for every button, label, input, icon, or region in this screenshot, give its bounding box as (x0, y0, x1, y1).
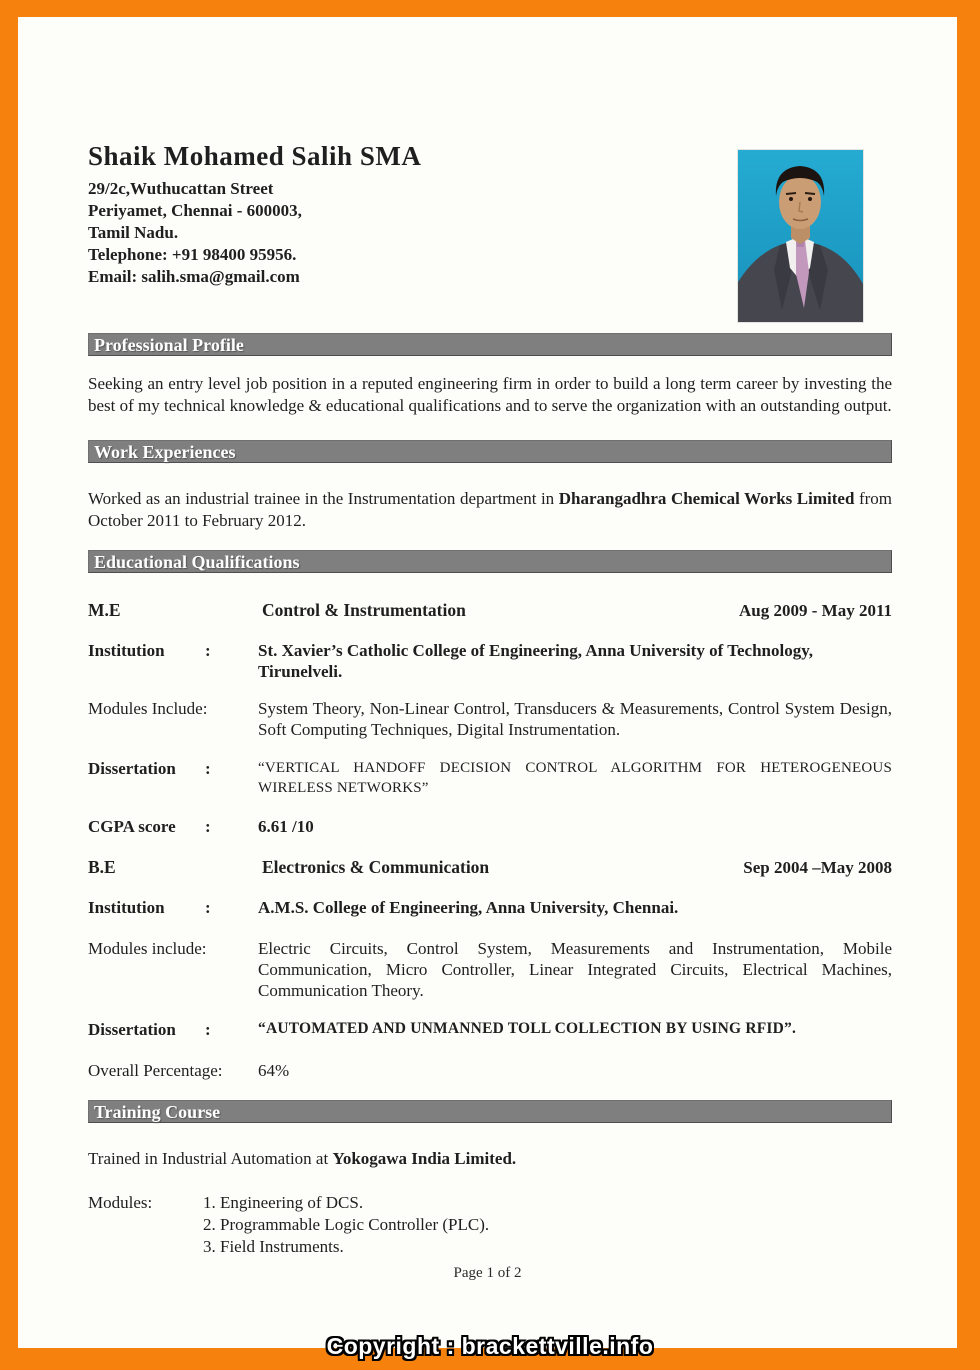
me-cgpa-colon: : (205, 817, 211, 836)
work-text-prefix: Worked as an industrial trainee in the Instrumentation department in (88, 489, 559, 508)
training-module-item: 2. Programmable Logic Controller (PLC). (203, 1215, 490, 1234)
me-cgpa-value: 6.61 /10 (258, 817, 314, 836)
section-header-work-experiences: Work Experiences (88, 440, 892, 463)
be-dissertation-colon: : (205, 1020, 211, 1039)
section-header-training-course: Training Course (88, 1100, 892, 1123)
me-modules-value: System Theory, Non-Linear Control, Transducers & Measurements, Control System Design, Soft Computing Techniques, Digital Instrumentation. (258, 699, 892, 739)
education-block (88, 600, 892, 1099)
applicant-photo (738, 150, 863, 322)
be-modules-label: Modules include: (88, 939, 207, 958)
training-module-item: 1. Engineering of DCS. (203, 1193, 364, 1212)
me-degree: M.E (88, 600, 121, 620)
be-dissertation-row (88, 1019, 892, 1040)
me-institution-value: St. Xavier’s Catholic College of Engineering, Anna University of Technology, Tirunelveli. (258, 641, 814, 681)
be-institution-colon: : (205, 898, 211, 917)
me-institution-row (88, 640, 892, 682)
section-header-professional-profile: Professional Profile (88, 333, 892, 356)
address-line-state: Tamil Nadu. (88, 223, 179, 242)
be-percentage-value: 64% (258, 1061, 290, 1080)
be-field: Electronics & Communication (262, 857, 490, 877)
me-dissertation-colon: : (205, 759, 211, 778)
me-modules-row (88, 698, 892, 740)
training-modules-list (203, 1192, 892, 1258)
training-module-item: 3. Field Instruments. (203, 1237, 344, 1256)
training-intro (88, 1148, 892, 1170)
be-institution-label: Institution (88, 898, 165, 917)
me-cgpa-label: CGPA score (88, 817, 176, 836)
page-number: Page 1 of 2 (453, 1265, 522, 1281)
be-dates: Sep 2004 –May 2008 (743, 858, 892, 877)
training-modules-label: Modules: (88, 1193, 153, 1212)
resume-paper (18, 17, 957, 1348)
training-company: Yokogawa India Limited. (332, 1149, 517, 1168)
address-line-street: 29/2c,Wuthucattan Street (88, 179, 274, 198)
be-modules-value: Electric Circuits, Control System, Measurements and Instrumentation, Mobile Communication, Micro Controller, Linear Integrated Circuits, Electrical Machines, Communication Theory. (258, 939, 892, 1000)
work-company: Dharangadhra Chemical Works Limited (558, 489, 855, 508)
footer-copyright: Copyright : brackettville.info (326, 1333, 654, 1359)
education-entry-me-header (88, 600, 892, 621)
section-header-educational-qualifications: Educational Qualifications (88, 550, 892, 573)
be-degree: B.E (88, 857, 116, 877)
training-modules (88, 1192, 892, 1258)
work-experience-text (88, 488, 892, 532)
be-percentage-label: Overall Percentage: (88, 1061, 223, 1080)
address-line-city: Periyamet, Chennai - 600003, (88, 201, 302, 220)
be-institution-row (88, 897, 892, 918)
me-dates: Aug 2009 - May 2011 (739, 601, 892, 620)
education-entry-be-header (88, 857, 892, 878)
me-institution-label: Institution (88, 641, 165, 660)
professional-profile-text: Seeking an entry level job position in a reputed engineering firm in order to build a long term career by investing the best of my technical knowledge & educational qualifications and to serve the organization with an outstanding output. (88, 374, 892, 415)
me-institution-colon: : (205, 641, 211, 660)
me-modules-label: Modules Include: (88, 699, 208, 718)
be-dissertation-value: “AUTOMATED AND UNMANNED TOLL COLLECTION BY USING RFID”. (258, 1020, 797, 1037)
be-percentage-row (88, 1060, 892, 1081)
me-dissertation-row (88, 758, 892, 798)
me-dissertation-label: Dissertation (88, 759, 176, 778)
applicant-photo-image (738, 150, 863, 322)
be-modules-row (88, 938, 892, 1001)
me-dissertation-value: “VERTICAL HANDOFF DECISION CONTROL ALGORITHM FOR HETEROGENEOUS WIRELESS NETWORKS” (258, 760, 892, 796)
me-field: Control & Instrumentation (262, 600, 466, 620)
be-dissertation-label: Dissertation (88, 1020, 176, 1039)
work-text-suffix: from October 2011 to February 2012. (88, 489, 893, 530)
contact-telephone: Telephone: +91 98400 95956. (88, 245, 297, 264)
me-cgpa-row (88, 816, 892, 837)
be-institution-value: A.M.S. College of Engineering, Anna University, Chennai. (258, 898, 679, 917)
applicant-name: Shaik Mohamed Salih SMA (88, 141, 422, 171)
contact-email: Email: salih.sma@gmail.com (88, 267, 300, 286)
contact-block (88, 178, 302, 288)
training-intro-prefix: Trained in Industrial Automation at (88, 1149, 333, 1168)
